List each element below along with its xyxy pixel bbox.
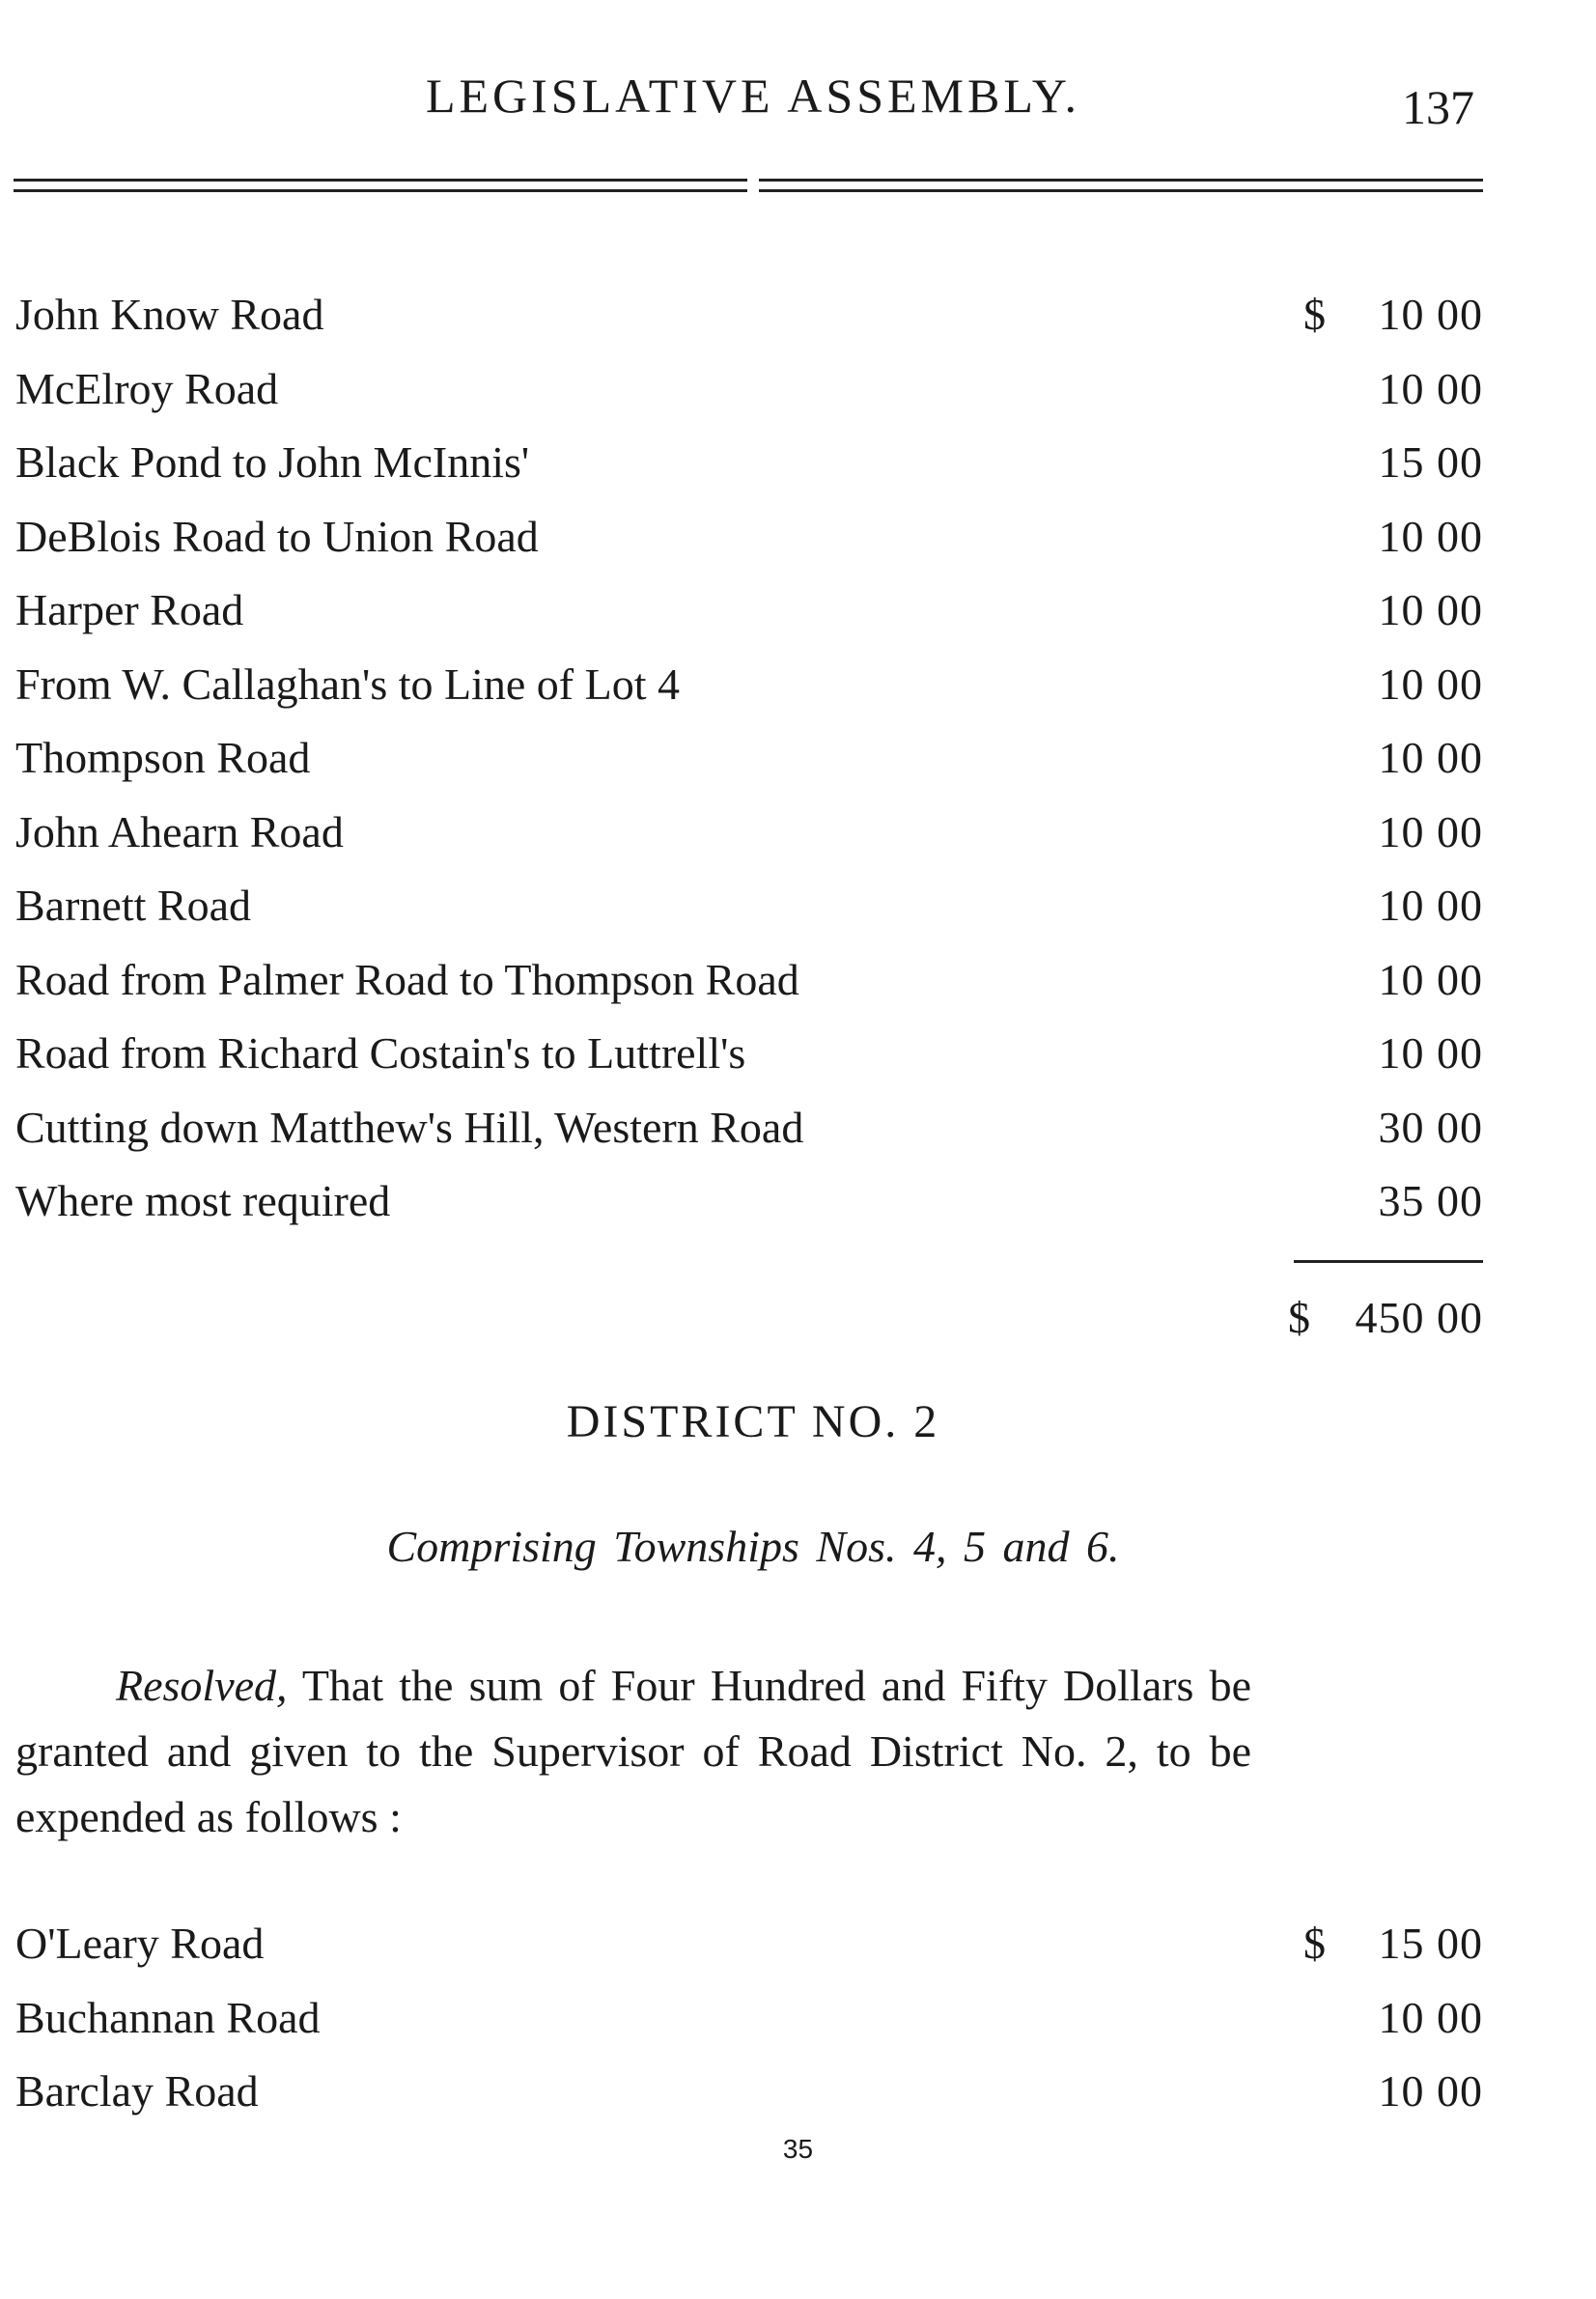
item-label: DeBlois Road to Union Road	[15, 511, 539, 561]
currency-sign: $	[1303, 1919, 1326, 1968]
item-label: Black Pond to John McInnis'	[15, 437, 530, 487]
page-number: 137	[1402, 80, 1474, 134]
item-amount: 10 00	[1378, 881, 1483, 930]
list-item	[15, 2062, 1483, 2137]
header-rule-left	[14, 179, 747, 192]
total-rule	[1294, 1260, 1483, 1263]
district-1-expenditure-list	[15, 286, 1483, 1247]
item-label: John Ahearn Road	[15, 806, 344, 856]
list-item	[15, 1024, 1483, 1099]
item-amount: 10 00	[1378, 2066, 1483, 2116]
item-label: Harper Road	[15, 585, 244, 634]
list-item	[15, 729, 1483, 803]
item-amount: 10 00	[1378, 1992, 1483, 2042]
currency-sign: $	[1288, 1293, 1310, 1342]
header-rule-right	[759, 179, 1483, 192]
list-item	[15, 803, 1483, 878]
folio-number: 35	[782, 2134, 814, 2164]
list-item	[15, 1989, 1483, 2063]
resolution-text: That the sum of Four Hundred and Fifty Dollars be granted and given to the Supervisor of Road District No. 2, to be expended as follows :	[15, 1661, 1251, 1841]
item-label: Road from Palmer Road to Thompson Road	[15, 954, 799, 1004]
item-label: O'Leary Road	[15, 1919, 265, 1968]
item-label: Thompson Road	[15, 733, 311, 782]
total-amount: 450 00	[1355, 1293, 1483, 1342]
running-head: LEGISLATIVE ASSEMBLY.	[425, 69, 1081, 123]
item-amount: 10 00	[1378, 290, 1483, 339]
list-item	[15, 434, 1483, 508]
item-amount: 10 00	[1378, 1028, 1483, 1078]
district-heading: DISTRICT NO. 2	[566, 1396, 940, 1447]
item-label: Barclay Road	[15, 2066, 259, 2116]
list-item	[15, 951, 1483, 1025]
list-item	[15, 656, 1483, 730]
resolution-lead: Resolved,	[116, 1661, 288, 1710]
item-amount: 30 00	[1378, 1102, 1483, 1152]
item-label: Road from Richard Costain's to Luttrell's	[15, 1028, 746, 1078]
list-item	[15, 1172, 1483, 1247]
item-amount: 35 00	[1378, 1176, 1483, 1225]
list-item	[15, 581, 1483, 656]
list-item	[15, 1915, 1483, 1989]
item-label: Buchannan Road	[15, 1992, 321, 2042]
list-item	[15, 1099, 1483, 1173]
item-amount: 10 00	[1378, 733, 1483, 782]
item-amount: 10 00	[1378, 585, 1483, 634]
list-item	[15, 286, 1483, 360]
item-amount: 10 00	[1378, 363, 1483, 413]
district-subheading: Comprising Townships Nos. 4, 5 and 6.	[386, 1522, 1120, 1571]
item-label: Cutting down Matthew's Hill, Western Road	[15, 1102, 804, 1152]
district-2-expenditure-list	[15, 1915, 1483, 2137]
item-amount: 15 00	[1378, 437, 1483, 487]
currency-sign: $	[1303, 290, 1326, 339]
page-header	[0, 60, 1596, 134]
item-amount: 10 00	[1378, 511, 1483, 561]
item-label: From W. Callaghan's to Line of Lot 4	[15, 659, 681, 709]
list-item	[15, 508, 1483, 582]
item-amount: 10 00	[1378, 954, 1483, 1004]
list-item	[15, 360, 1483, 435]
item-label: McElroy Road	[15, 363, 279, 413]
item-amount: 15 00	[1378, 1919, 1483, 1968]
item-amount: 10 00	[1378, 806, 1483, 856]
item-label: Where most required	[15, 1176, 391, 1225]
item-label: Barnett Road	[15, 881, 251, 930]
item-label: John Know Road	[15, 290, 324, 339]
resolution-paragraph	[15, 1653, 1251, 1850]
item-amount: 10 00	[1378, 659, 1483, 709]
list-item	[15, 877, 1483, 951]
